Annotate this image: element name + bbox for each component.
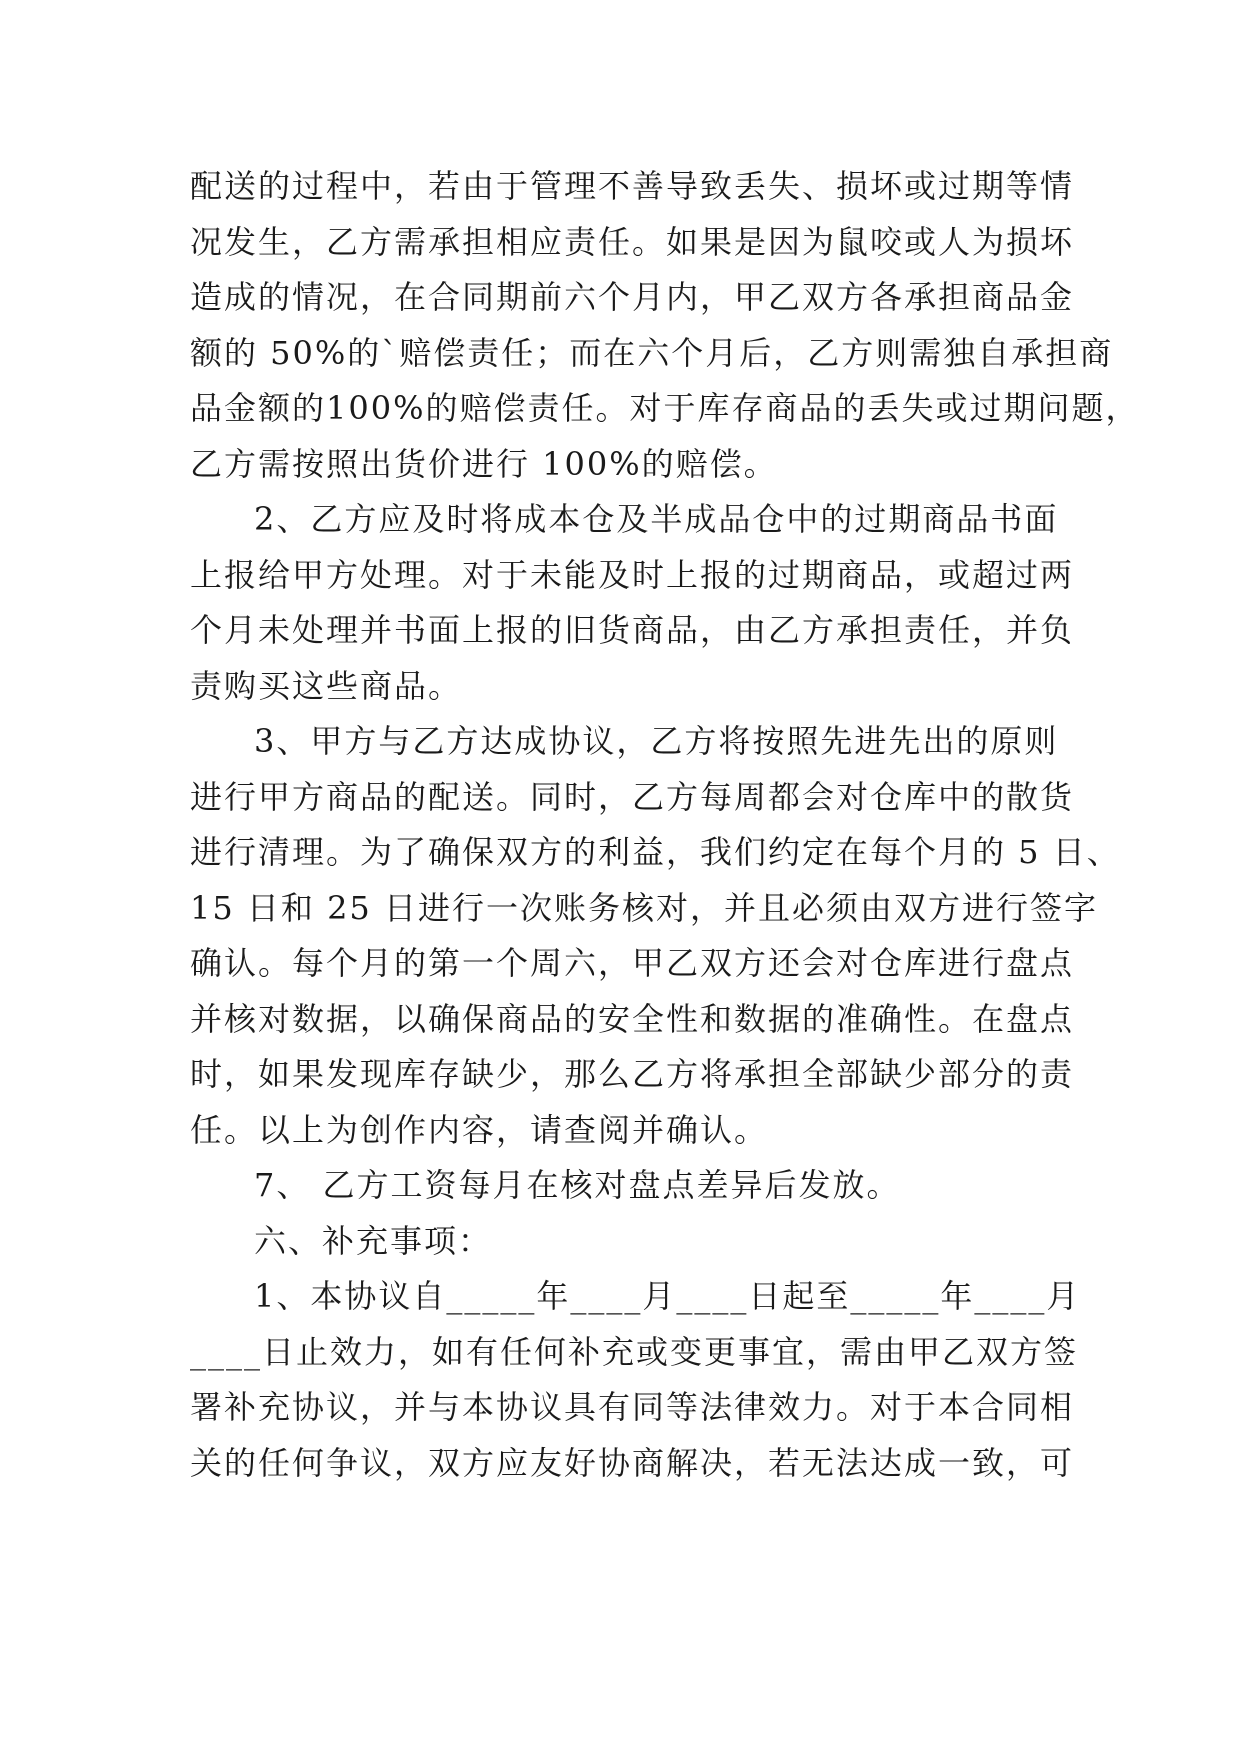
section-heading: 六、补充事项： (254, 1221, 493, 1260)
text-line: 责购买这些商品。 (190, 666, 463, 705)
text-line: 造成的情况，在合同期前六个月内，甲乙双方各承担商品金 (190, 278, 1075, 316)
text-line: ____日止效力，如有任何补充或变更事宜，需由甲乙双方签 (190, 1332, 1079, 1371)
text-line: 3、甲方与乙方达成协议，乙方将按照先进先出的原则 (254, 722, 1059, 760)
text-line: 时，如果发现库存缺少，那么乙方将承担全部缺少部分的责 (190, 1055, 1075, 1093)
text-line: 并核对数据，以确保商品的安全性和数据的准确性。在盘点 (190, 999, 1075, 1038)
text-line: 1、本协议自_____年____月____日起至_____年____月 (254, 1277, 1081, 1315)
text-line: 个月未处理并书面上报的旧货商品，由乙方承担责任，并负 (190, 611, 1075, 649)
text-line: 署补充协议，并与本协议具有同等法律效力。对于本合同相 (190, 1388, 1075, 1426)
text-line: 乙方需按照出货价进行 100%的赔偿。 (190, 444, 778, 483)
text-line: 额的 50%的`赔偿责任；而在六个月后，乙方则需独自承担商 (190, 333, 1114, 372)
text-line: 品金额的100%的赔偿责任。对于库存商品的丢失或过期问题， (190, 389, 1140, 427)
text-line: 关的任何争议，双方应友好协商解决，若无法达成一致，可 (190, 1443, 1075, 1482)
text-line: 进行甲方商品的配送。同时，乙方每周都会对仓库中的散货 (190, 777, 1075, 816)
text-line: 况发生，乙方需承担相应责任。如果是因为鼠咬或人为损坏 (190, 222, 1075, 261)
text-line: 任。以上为创作内容，请查阅并确认。 (190, 1110, 769, 1149)
text-line: 配送的过程中，若由于管理不善导致丢失、损坏或过期等情 (190, 167, 1075, 205)
text-line: 15 日和 25 日进行一次账务核对，并且必须由双方进行签字 (190, 888, 1098, 927)
document-body (190, 159, 1140, 1491)
text-line: 进行清理。为了确保双方的利益，我们约定在每个月的 5 日、 (190, 833, 1121, 871)
text-line: 确认。每个月的第一个周六，甲乙双方还会对仓库进行盘点 (190, 944, 1075, 982)
text-line: 7、 乙方工资每月在核对盘点差异后发放。 (254, 1166, 901, 1204)
text-line: 上报给甲方处理。对于未能及时上报的过期商品，或超过两 (190, 555, 1075, 594)
text-line: 2、乙方应及时将成本仓及半成品仓中的过期商品书面 (254, 500, 1059, 538)
